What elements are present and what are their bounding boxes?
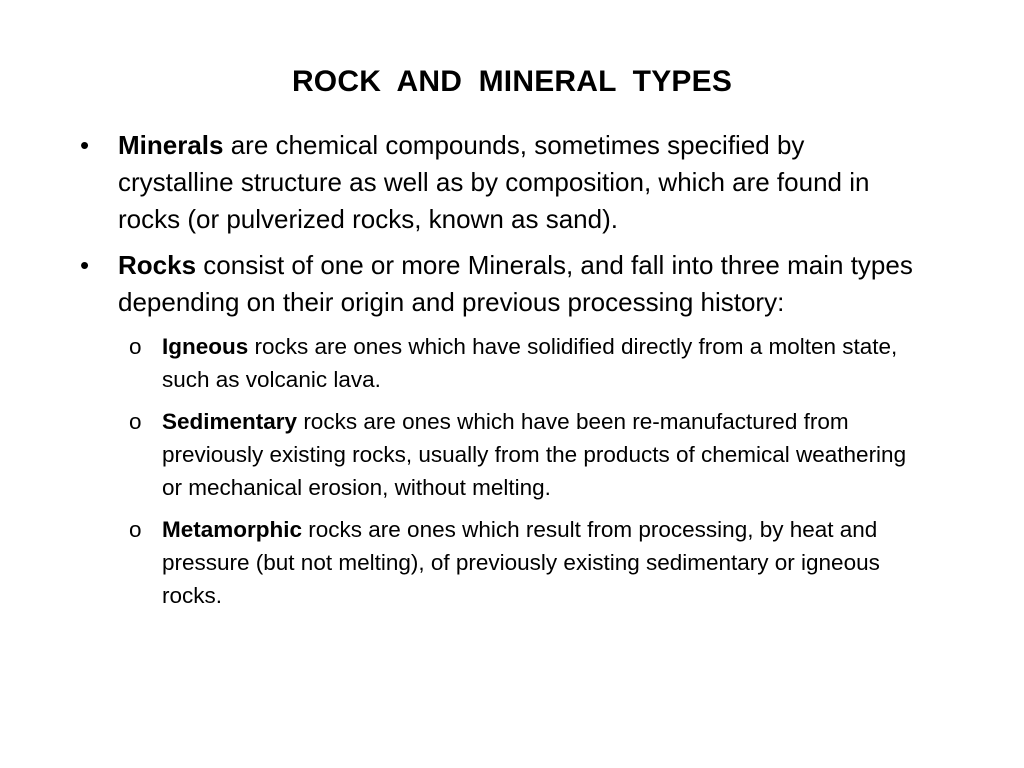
bullet-term: Rocks <box>118 250 197 280</box>
sub-bullet-term: Metamorphic <box>162 517 303 542</box>
sub-bullet-text: rocks are ones which have solidified directly from a molten state, such as volcanic lava. <box>162 334 898 392</box>
bullet-minerals <box>0 127 918 238</box>
bullet-term: Minerals <box>118 130 224 160</box>
sub-bullet-term: Igneous <box>162 334 249 359</box>
bullet-text: consist of one or more Minerals, and fall into three main types depending on their origin and previous processing history: <box>118 250 913 317</box>
sub-bullet-list <box>0 330 1024 612</box>
sub-bullet-sedimentary <box>0 405 932 504</box>
sub-bullet-marker: o <box>129 517 142 542</box>
bullet-text: are chemical compounds, sometimes specified by crystalline structure as well as by composition, which are found in rocks (or pulverized rocks, known as sand). <box>118 130 870 234</box>
bullet-marker: • <box>80 130 90 160</box>
slide-title: ROCK AND MINERAL TYPES <box>291 65 733 98</box>
bullet-rocks <box>0 247 918 321</box>
bullet-list <box>0 127 1024 621</box>
sub-bullet-marker: o <box>129 409 142 434</box>
sub-bullet-term: Sedimentary <box>162 409 298 434</box>
sub-bullet-metamorphic <box>0 513 932 612</box>
bullet-marker: • <box>80 250 90 280</box>
sub-bullet-marker: o <box>129 334 142 359</box>
sub-bullet-text: rocks are ones which result from processing, by heat and pressure (but not melting), of previously existing sedimentary or igneous rocks. <box>162 517 880 608</box>
sub-bullet-igneous <box>0 330 932 396</box>
sub-bullet-text: rocks are ones which have been re-manufactured from previously existing rocks, usually from the products of chemical weathering or mechanical erosion, without melting. <box>162 409 907 500</box>
sub-bullet-group <box>0 330 1024 612</box>
